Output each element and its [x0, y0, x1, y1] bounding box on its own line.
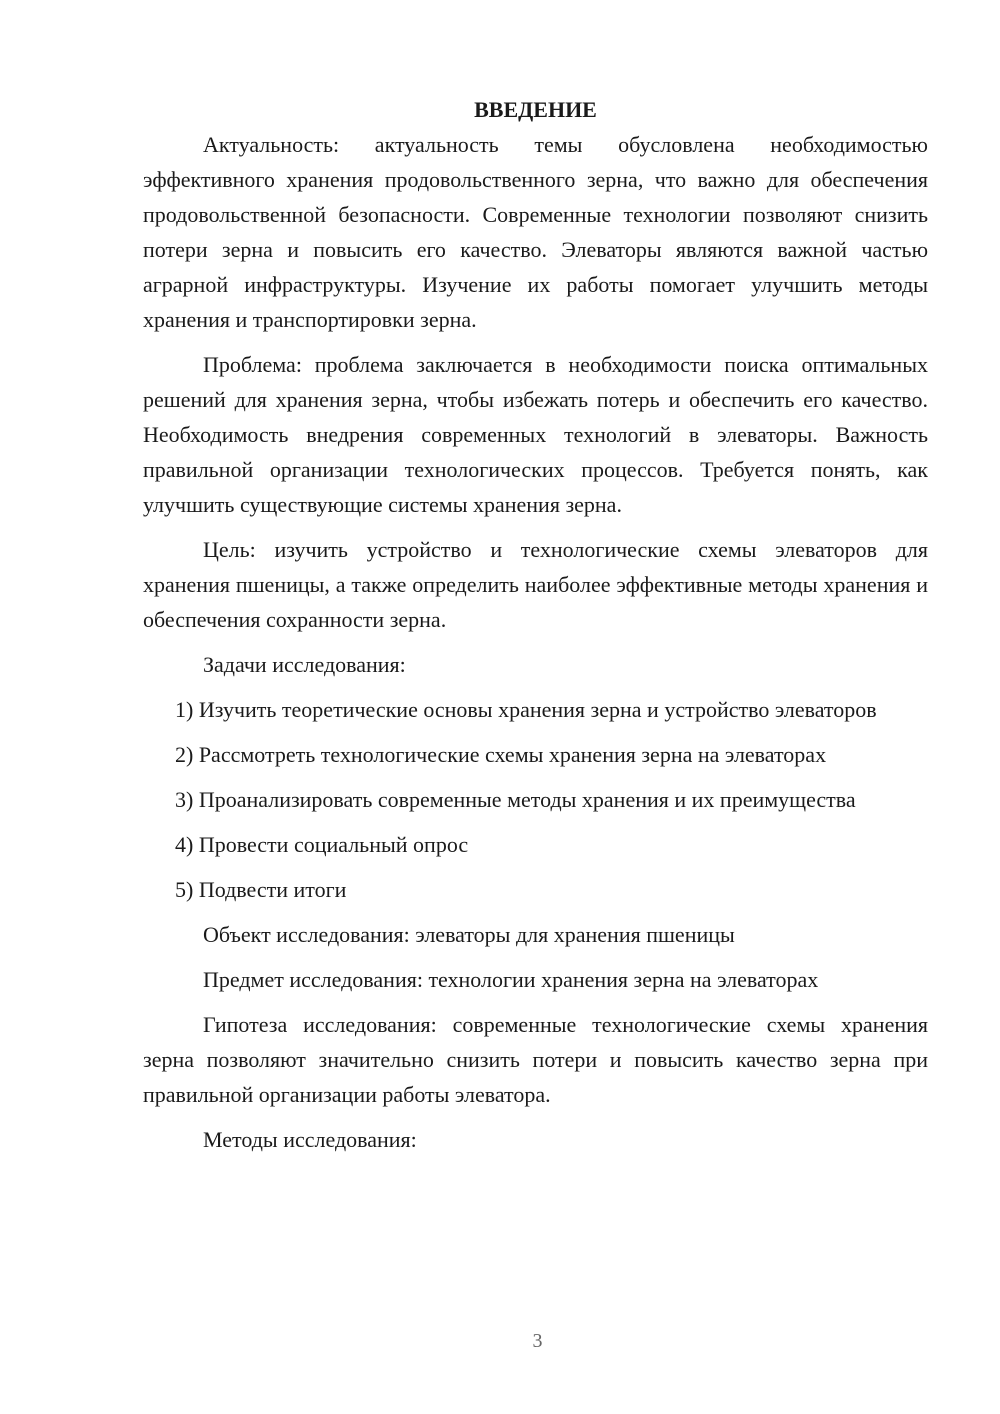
- research-hypothesis: Гипотеза исследования: современные технологические схемы хранения зерна позволяют значительно снизить потери и повысить качество зерна при правильной организации работы элеватора.: [143, 1012, 928, 1107]
- task-item-3: 3) Проанализировать современные методы хранения и их преимущества: [175, 787, 856, 812]
- document-page: [143, 92, 928, 1167]
- task-item-4: 4) Провести социальный опрос: [175, 832, 469, 857]
- task-item-1: 1) Изучить теоретические основы хранения зерна и устройство элеваторов: [175, 697, 877, 722]
- task-item-5: 5) Подвести итоги: [175, 877, 347, 902]
- research-object: Объект исследования: элеваторы для хранения пшеницы: [203, 922, 735, 947]
- problem-paragraph: Проблема: проблема заключается в необходимости поиска оптимальных решений для хранения зерна, чтобы избежать потерь и обеспечить его качество. Необходимость внедрения современных технологий в элеваторы. Важность правильной организации технологических процессов. Требуется понять, как улучшить существующие системы хранения зерна.: [143, 352, 928, 517]
- goal-paragraph: Цель: изучить устройство и технологические схемы элеваторов для хранения пшеницы, а также определить наиболее эффективные методы хранения и обеспечения сохранности зерна.: [143, 537, 928, 632]
- page-number: 3: [532, 1330, 543, 1352]
- research-methods: Методы исследования:: [203, 1127, 417, 1152]
- research-subject: Предмет исследования: технологии хранения зерна на элеваторах: [203, 967, 819, 992]
- task-item-2: 2) Рассмотреть технологические схемы хранения зерна на элеваторах: [175, 742, 827, 767]
- section-title: ВВЕДЕНИЕ: [474, 97, 597, 122]
- relevance-paragraph: Актуальность: актуальность темы обусловлена необходимостью эффективного хранения продовольственного зерна, что важно для обеспечения продовольственной безопасности. Современные технологии позволяют снизить потери зерна и повысить его качество. Элеваторы являются важной частью аграрной инфраструктуры. Изучение их работы помогает улучшить методы хранения и транспортировки зерна.: [143, 132, 928, 332]
- tasks-heading: Задачи исследования:: [203, 652, 406, 677]
